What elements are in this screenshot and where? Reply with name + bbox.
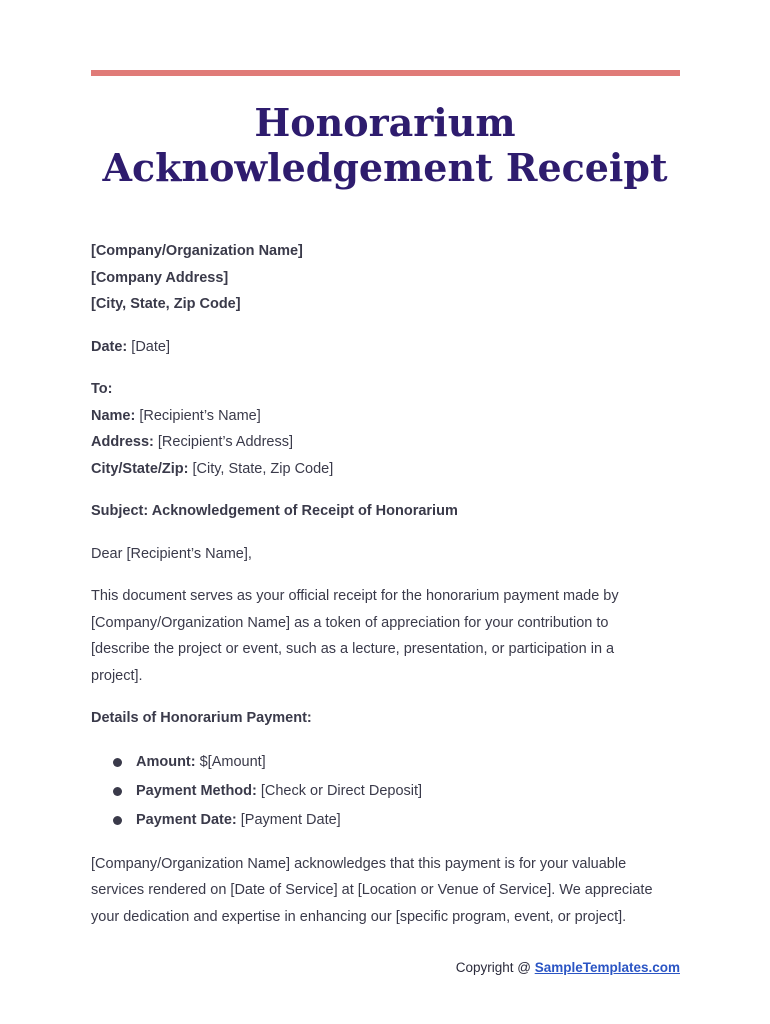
closing-line-1: [Company/Organization Name] acknowledges that this payment is for your valuable xyxy=(91,855,627,872)
bullet-icon xyxy=(113,758,122,767)
intro-line-1: This document serves as your official receipt for the honorarium payment made by xyxy=(91,588,619,604)
date-value: [Date] xyxy=(127,338,170,355)
intro-line-3: [describe the project or event, such as a lecture, presentation, or participation in a xyxy=(91,641,615,657)
closing-line-3: your dedication and expertise in enhancing our [specific program, event, or project]. xyxy=(91,908,627,925)
recipient-name-value: [Recipient’s Name] xyxy=(135,407,261,424)
sender-address: [Company Address] xyxy=(91,269,229,286)
date-line xyxy=(91,334,683,361)
recipient-name-line xyxy=(91,403,683,430)
document-title xyxy=(60,100,710,190)
payment-method-label: Payment Method: xyxy=(136,782,257,799)
recipient-name-label: Name: xyxy=(91,407,136,424)
intro-line-2: [Company/Organization Name] as a token of appreciation for your contribution to xyxy=(91,614,609,631)
title-line-2: Acknowledgement Receipt xyxy=(102,145,668,190)
salutation: Dear [Recipient’s Name], xyxy=(91,545,252,562)
intro-paragraph xyxy=(91,583,683,689)
amount-label: Amount: xyxy=(136,753,196,770)
payment-method-value: [Check or Direct Deposit] xyxy=(256,782,423,799)
payment-date-label: Payment Date: xyxy=(136,811,237,828)
top-accent-rule xyxy=(91,70,680,76)
recipient-address-value: [Recipient’s Address] xyxy=(153,434,294,450)
recipient-city-line xyxy=(91,456,683,483)
sampletemplates-link[interactable]: SampleTemplates.com xyxy=(534,960,680,975)
sender-city: [City, State, Zip Code] xyxy=(91,296,241,312)
intro-line-4: project]. xyxy=(91,667,143,684)
payment-details-list xyxy=(91,748,683,835)
list-item xyxy=(113,777,683,806)
list-item xyxy=(113,748,683,777)
date-label: Date: xyxy=(91,338,128,355)
recipient-city-label: City/State/Zip: xyxy=(91,460,189,477)
recipient-address-line xyxy=(91,429,683,456)
closing-paragraph xyxy=(91,851,683,931)
subject-line: Subject: Acknowledgement of Receipt of Honorarium xyxy=(91,503,458,519)
list-item xyxy=(113,806,683,835)
amount-value: $[Amount] xyxy=(195,753,266,770)
sender-block xyxy=(91,238,683,318)
to-label: To: xyxy=(91,381,113,397)
details-heading: Details of Honorarium Payment: xyxy=(91,710,312,726)
title-line-1: Honorarium xyxy=(254,100,516,145)
bullet-icon xyxy=(113,787,122,796)
closing-line-2: services rendered on [Date of Service] at [Location or Venue of Service]. We appreciate xyxy=(91,882,653,898)
bullet-icon xyxy=(113,816,122,825)
document-body xyxy=(91,238,683,930)
recipient-city-value: [City, State, Zip Code] xyxy=(188,460,334,477)
copyright-prefix: Copyright @ xyxy=(455,960,535,975)
recipient-block xyxy=(91,376,683,482)
copyright-footer xyxy=(456,960,680,975)
sender-name: [Company/Organization Name] xyxy=(91,243,303,259)
payment-date-value: [Payment Date] xyxy=(236,811,341,828)
recipient-address-label: Address: xyxy=(91,434,154,450)
